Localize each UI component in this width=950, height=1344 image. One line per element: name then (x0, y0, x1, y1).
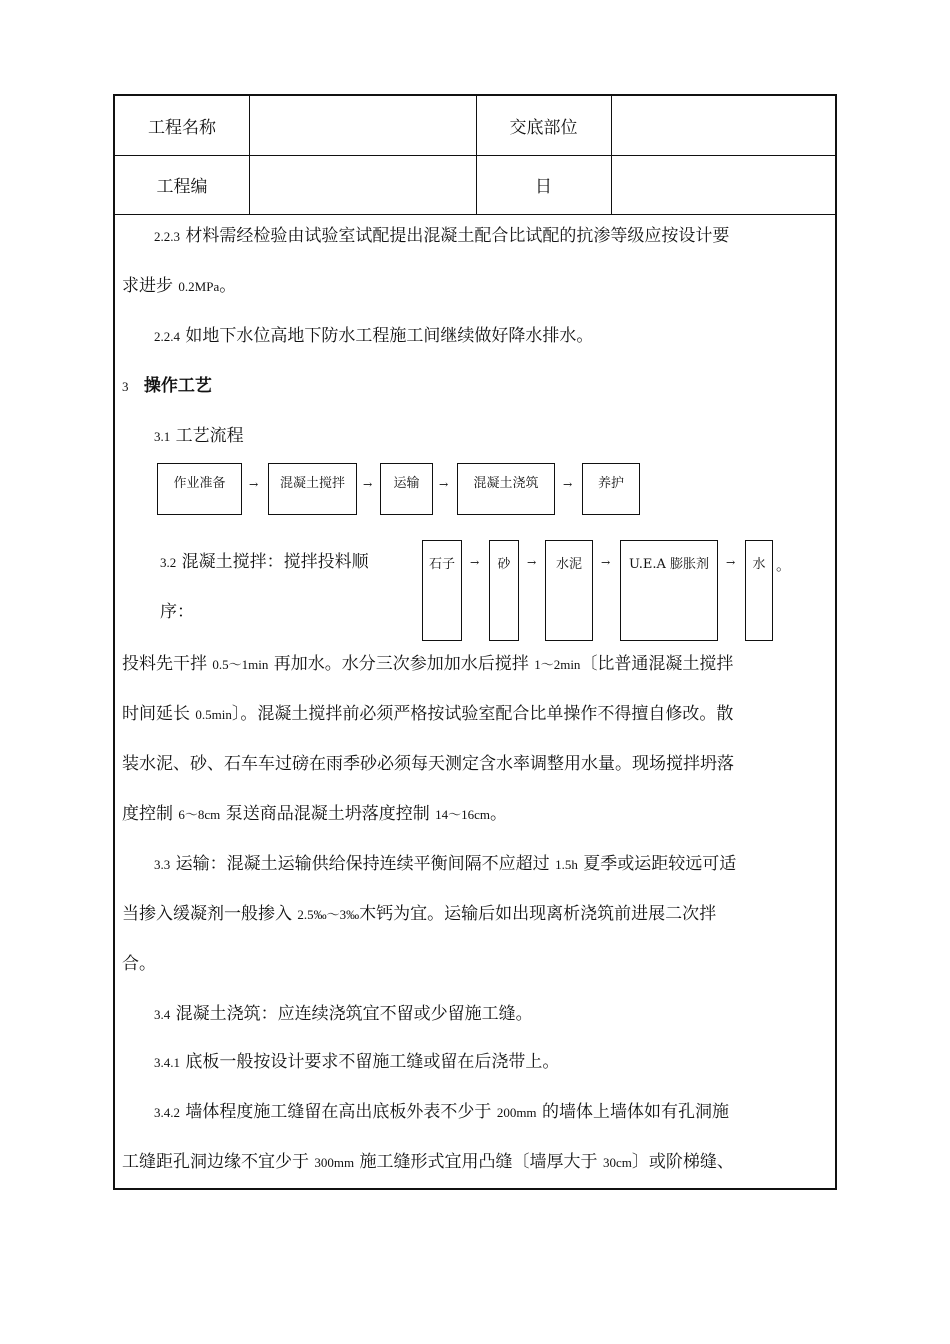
project-name-label: 工程名称 (148, 118, 216, 138)
paragraph-text: 当掺入缓凝剂一般掺入 (122, 904, 298, 924)
paragraph-line (122, 1150, 734, 1175)
paragraph-text: 夏季或运距较远可适 (577, 854, 737, 874)
paragraph-text: 时间延长 (122, 704, 196, 724)
clause-number: 3.1 (154, 429, 171, 444)
arrow-icon: → (726, 556, 736, 569)
value: 14～16cm (435, 807, 490, 822)
value: 200mm (496, 1105, 537, 1120)
section-title: 操作工艺 (143, 376, 212, 396)
value: 2.5‰～3‰ (297, 907, 360, 922)
paragraph-text: 。 (219, 276, 237, 296)
flow-step: 养护 (582, 463, 640, 515)
flow-end-mark: 。 (776, 556, 792, 574)
section-3-2-cont: 序： (160, 602, 194, 622)
paragraph-line: 合。 (122, 954, 156, 974)
paragraph-text: 〕。混凝土搅拌前必须严格按试验室配合比单操作不得擅自修改。散 (231, 704, 734, 724)
section-3-4 (154, 1002, 533, 1027)
paragraph-line (122, 652, 733, 677)
value: 30cm (602, 1155, 632, 1170)
part-value (611, 96, 835, 155)
flow-step: 运输 (380, 463, 433, 515)
value: 6～8cm (178, 807, 221, 822)
divider (476, 96, 477, 214)
value: 0.5～1min (212, 657, 269, 672)
paragraph-text: 混凝土搅拌：搅拌投料顺 (181, 552, 369, 572)
paragraph-text: 如地下水位高地下防水工程施工间继续做好降水排水。 (185, 326, 594, 346)
paragraph-text: 木钙为宜。运输后如出现离析浇筑前进展二次拌 (359, 904, 717, 924)
arrow-icon: → (249, 478, 259, 491)
divider (611, 96, 612, 214)
section-3-1-heading (154, 424, 244, 449)
header-row-2 (115, 155, 835, 215)
flow-step: 砂 (489, 540, 519, 641)
project-no-label: 工程编 (156, 177, 208, 197)
header-row-1 (115, 96, 835, 156)
flow-step: 混凝土搅拌 (268, 463, 357, 515)
paragraph-text: 的墙体上墙体如有孔洞施 (536, 1102, 729, 1122)
flow-step: 水 (745, 540, 773, 641)
paragraph-text: 工缝距孔洞边缘不宜少于 (122, 1152, 315, 1172)
section-number: 3 (122, 379, 129, 394)
paragraph-2-2-3 (154, 224, 729, 249)
arrow-icon: → (563, 478, 573, 491)
paragraph-text: 底板一般按设计要求不留施工缝或留在后浇带上。 (185, 1052, 560, 1072)
section-3-2 (160, 550, 369, 575)
paragraph-line (122, 902, 716, 927)
flow-step: 石子 (422, 540, 462, 641)
arrow-icon: → (601, 556, 611, 569)
flow-step: U.E.A 膨胀剂 (620, 540, 718, 641)
value: 300mm (314, 1155, 355, 1170)
value: 0.5min (195, 707, 232, 722)
value: 1～2min (534, 657, 581, 672)
paragraph-text: 求进步 (122, 276, 179, 296)
paragraph-line: 装水泥、砂、石车车过磅在雨季砂必须每天测定含水率调整用水量。现场搅拌坍落 (122, 754, 734, 774)
section-3-heading (122, 374, 212, 399)
clause-number: 3.3 (154, 857, 171, 872)
flow-step: 混凝土浇筑 (457, 463, 555, 515)
date-value (611, 155, 835, 214)
paragraph-text: 。 (490, 804, 507, 824)
paragraph-2-2-3-cont (122, 274, 236, 299)
project-name-value (249, 96, 476, 155)
flow-step: 作业准备 (157, 463, 242, 515)
clause-number: 3.4.2 (154, 1105, 180, 1120)
date-label: 日 (535, 177, 552, 197)
flow-step: 水泥 (545, 540, 593, 641)
paragraph-text: 墙体程度施工缝留在高出底板外表不少于 (185, 1102, 497, 1122)
arrow-icon: → (439, 478, 449, 491)
clause-number: 3.4.1 (154, 1055, 180, 1070)
clause-number: 3.4 (154, 1007, 171, 1022)
clause-number: 2.2.3 (154, 229, 180, 244)
arrow-icon: → (527, 556, 537, 569)
section-3-3 (154, 852, 736, 877)
divider (249, 96, 250, 214)
part-label: 交底部位 (509, 118, 578, 138)
arrow-icon: → (363, 478, 373, 491)
paragraph-text: 运输：混凝土运输供给保持连续平衡间隔不应超过 (175, 854, 556, 874)
paragraph-text: 材料需经检验由试验室试配提出混凝土配合比试配的抗渗等级应按设计要 (185, 226, 730, 246)
paragraph-2-2-4 (154, 324, 593, 349)
paragraph-text: 投料先干拌 (122, 654, 213, 674)
paragraph-line (122, 702, 733, 727)
section-3-4-2 (154, 1100, 729, 1125)
paragraph-text: 泵送商品混凝土坍落度控制 (220, 804, 436, 824)
value: 1.5h (555, 857, 578, 872)
project-no-value (249, 155, 476, 214)
section-title: 工艺流程 (175, 426, 244, 446)
paragraph-line (122, 802, 507, 827)
clause-number: 3.2 (160, 555, 177, 570)
section-3-4-1 (154, 1050, 559, 1075)
paragraph-text: 度控制 (122, 804, 179, 824)
paragraph-text: 〔比普通混凝土搅拌 (580, 654, 734, 674)
value: 0.2MPa (178, 279, 220, 294)
paragraph-text: 〕或阶梯缝、 (631, 1152, 734, 1172)
paragraph-text: 施工缝形式宜用凸缝〔墙厚大于 (354, 1152, 603, 1172)
paragraph-text: 再加水。水分三次参加加水后搅拌 (268, 654, 535, 674)
arrow-icon: → (470, 556, 480, 569)
paragraph-text: 混凝土浇筑：应连续浇筑宜不留或少留施工缝。 (175, 1004, 533, 1024)
clause-number: 2.2.4 (154, 329, 180, 344)
